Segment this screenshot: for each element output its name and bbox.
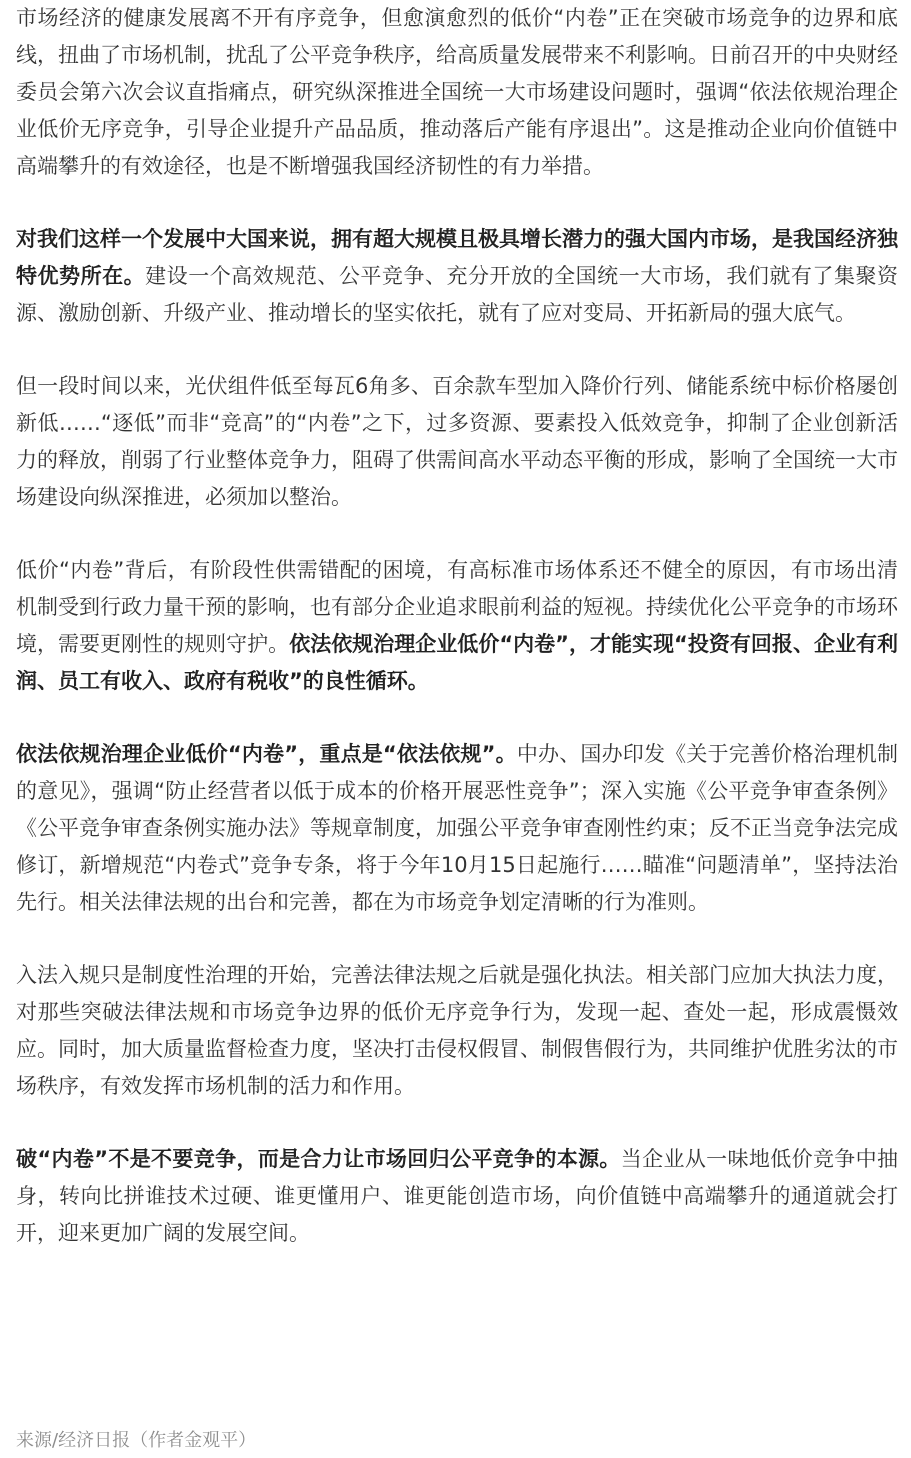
paragraph-text: 入法入规只是制度性治理的开始，完善法律法规之后就是强化执法。相关部门应加大执法力度，对那些突破法律法规和市场竞争边界的低价无序竞争行为，发现一起、查处一起，形成震慑效应。同时，加大质量监督检查力度，坚决打击侵权假冒、制假售假行为，共同维护优胜劣汰的市场秩序，有效发挥市场机制的活力和作用。 xyxy=(16,963,898,1098)
paragraph xyxy=(16,957,898,1105)
paragraph-text: 但一段时间以来，光伏组件低至每瓦6角多、百余款车型加入降价行列、储能系统中标价格屡创新低……“逐低”而非“竞高”的“内卷”之下，过多资源、要素投入低效竞争，抑制了企业创新活力的释放，削弱了行业整体竞争力，阻碍了供需间高水平动态平衡的形成，影响了全国统一大市场建设向纵深推进，必须加以整治。 xyxy=(16,374,898,509)
paragraph-text: 低价“内卷”背后，有阶段性供需错配的困境，有高标准市场体系还不健全的原因，有市场出清机制受到行政力量干预的影响，也有部分企业追求眼前利益的短视。持续优化公平竞争的市场环境，需要更刚性的规则守护。 xyxy=(16,558,898,656)
paragraph-bold-text: 依法依规治理企业低价“内卷”，才能实现“投资有回报、企业有利润、员工有收入、政府有税收”的良性循环。 xyxy=(16,632,899,693)
paragraph-bold-text: 破“内卷”不是不要竞争，而是合力让市场回归公平竞争的本源。 xyxy=(16,1147,621,1171)
paragraph xyxy=(16,221,898,332)
paragraph-bold-text: 对我们这样一个发展中大国来说，拥有超大规模且极具增长潜力的强大国内市场，是我国经济独特优势所在。 xyxy=(16,227,898,288)
paragraph xyxy=(16,736,898,921)
paragraph xyxy=(16,0,898,185)
paragraph xyxy=(16,552,898,700)
source-credit: 来源/经济日报（作者金观平） xyxy=(16,1430,257,1451)
paragraph xyxy=(16,1141,898,1252)
paragraph-text: 建设一个高效规范、公平竞争、充分开放的全国统一大市场，我们就有了集聚资源、激励创新、升级产业、推动增长的坚实依托，就有了应对变局、开拓新局的强大底气。 xyxy=(16,264,899,325)
paragraph-text: 当企业从一味地低价竞争中抽身，转向比拼谁技术过硬、谁更懂用户、谁更能创造市场，向价值链中高端攀升的通道就会打开，迎来更加广阔的发展空间。 xyxy=(16,1147,898,1245)
paragraph-text: 中办、国办印发《关于完善价格治理机制的意见》，强调“防止经营者以低于成本的价格开展恶性竞争”；深入实施《公平竞争审查条例》《公平竞争审查条例实施办法》等规章制度，加强公平竞争审查刚性约束；反不正当竞争法完成修订，新增规范“内卷式”竞争专条，将于今年10月15日起施行……瞄准“问题清单”，坚持法治先行。相关法律法规的出台和完善，都在为市场竞争划定清晰的行为准则。 xyxy=(16,742,898,914)
article-body xyxy=(16,0,898,1288)
paragraph xyxy=(16,368,898,516)
paragraph-bold-text: 依法依规治理企业低价“内卷”，重点是“依法依规”。 xyxy=(16,742,517,766)
paragraph-text: 市场经济的健康发展离不开有序竞争，但愈演愈烈的低价“内卷”正在突破市场竞争的边界和底线，扭曲了市场机制，扰乱了公平竞争秩序，给高质量发展带来不利影响。日前召开的中央财经委员会第六次会议直指痛点，研究纵深推进全国统一大市场建设问题时，强调“依法依规治理企业低价无序竞争，引导企业提升产品品质，推动落后产能有序退出”。这是推动企业向价值链中高端攀升的有效途径，也是不断增强我国经济韧性的有力举措。 xyxy=(16,6,898,178)
